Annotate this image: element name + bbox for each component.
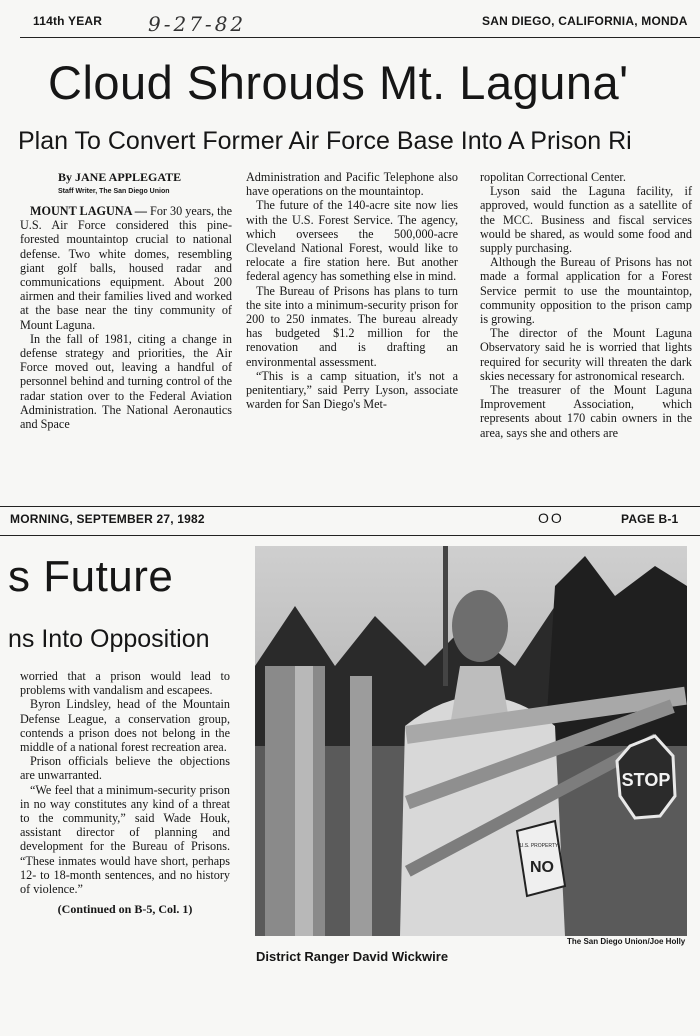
paragraph-text: For 30 years, the U.S. Air Force considered this pine-forested mountaintop crucial to national defense. Two white domes, resembling giant golf balls, housed radar and communications equipment. About 200 airmen and their families lived and worked at the base near the tiny community of Mount Laguna. [20, 204, 233, 332]
paragraph: ropolitan Correctional Center. [480, 170, 626, 184]
paragraph: The Bureau of Prisons has plans to turn the site into a minimum-security prison for 200 to 250 inmates. The bureau already has budgeted $1.2 million for the renovation and is drafting an environmental assessment. [246, 283, 458, 369]
column-1-text [20, 204, 232, 431]
stop-sign-text: STOP [621, 770, 671, 790]
masthead-year: 114th YEAR [33, 14, 103, 28]
main-headline: Cloud Shrouds Mt. Laguna' [48, 56, 629, 109]
photo-credit: The San Diego Union/Joe Holly [567, 937, 686, 946]
paragraph [20, 204, 232, 332]
masthead-mark: OO [538, 510, 564, 526]
dateline: MOUNT LAGUNA — [30, 204, 147, 218]
paragraph: worried that a prison would lead to problems with vandalism and escapees. [20, 669, 230, 698]
subheadline: Plan To Convert Former Air Force Base Into A Prison Ri [18, 127, 632, 155]
paragraph: Byron Lindsley, head of the Mountain Defense League, a conservation group, contends a prison does not belong in the middle of a national forest recreation area. [20, 697, 230, 755]
subheadline-fragment: ns Into Opposition [8, 625, 210, 653]
bottom-clipping [0, 500, 700, 1000]
masthead-date: MORNING, SEPTEMBER 27, 1982 [10, 512, 205, 526]
paragraph: Prison officials believe the objections are unwarranted. [20, 754, 230, 783]
column-1 [20, 170, 232, 431]
headline-fragment: s Future [8, 552, 174, 601]
column-2 [246, 170, 458, 411]
byline: By JANE APPLEGATE [58, 170, 182, 184]
masthead-rule [20, 37, 700, 38]
paragraph: Lyson said the Laguna facility, if approved, would function as a satellite of the MCC. Business and fiscal services would be shared, as would some food and supply purchasing. [480, 184, 692, 256]
photo-illustration [255, 546, 687, 936]
top-clipping [0, 0, 700, 480]
photo-caption: District Ranger David Wickwire [256, 949, 449, 964]
paragraph: The treasurer of the Mount Laguna Improvement Association, which represents about 170 cabin owners in the area, says she and others are [480, 383, 692, 440]
paragraph: Administration and Pacific Telephone also have operations on the mountaintop. [246, 170, 458, 199]
masthead-location: SAN DIEGO, CALIFORNIA, MONDA [482, 14, 688, 28]
paragraph: In the fall of 1981, citing a change in defense strategy and priorities, the Air Force moved out, leaving a handful of personnel behind and turning control of the radar station over to the Federal Aviation Administration. The National Aeronautics and Space [20, 331, 232, 432]
bottom-column [20, 669, 230, 916]
paragraph: The director of the Mount Laguna Observatory said he is worried that lights required for security will threaten the dark skies necessary for astronomical research. [480, 326, 692, 383]
no-sign-text: NO [530, 859, 554, 876]
no-sign-small-text: U.S. PROPERTY [519, 843, 559, 849]
paragraph: “This is a camp situation, it's not a penitentiary,” said Perry Lyson, associate warden for San Diego's Met- [246, 368, 458, 412]
masthead-rule [0, 535, 700, 536]
paragraph: “We feel that a minimum-security prison in no way constitutes any kind of a threat to the community,” said Wade Houk, assistant director of planning and development for the Bureau of Prisons. “These inmates would have short, perhaps 12- to 18-month sentences, and no history of violence.” [20, 782, 230, 897]
byline-credit: Staff Writer, The San Diego Union [58, 188, 170, 195]
handwritten-date: 9-27-82 [148, 12, 247, 36]
photograph [255, 546, 687, 936]
paragraph: The future of the 140-acre site now lies with the U.S. Forest Service. The agency, which oversees the 500,000-acre Cleveland National Forest, would like to relocate a fire station here. But another federal agency has something else in mind. [246, 198, 458, 284]
paragraph: Although the Bureau of Prisons has not made a formal application for a Forest Service permit to use the mountaintop, community opposition to the prison camp is growing. [480, 255, 692, 327]
top-rule [0, 506, 700, 507]
page-number: PAGE B-1 [621, 512, 679, 526]
continued-note: (Continued on B-5, Col. 1) [57, 902, 193, 917]
column-3 [480, 170, 692, 440]
